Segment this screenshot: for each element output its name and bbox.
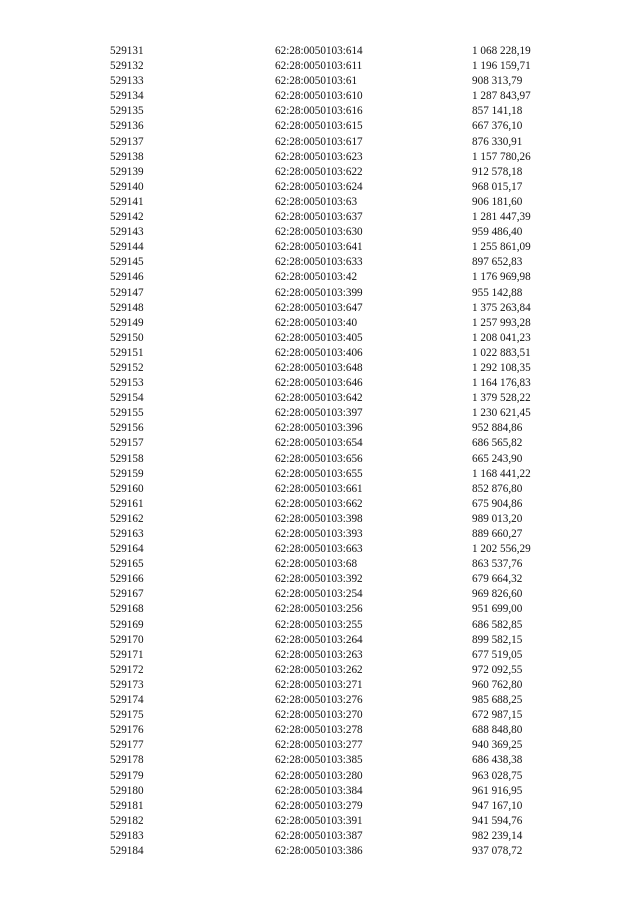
table-row [0, 240, 640, 255]
table-row [0, 195, 640, 210]
cadastral-value: 1 292 108,35 [472, 361, 531, 374]
table-row [0, 482, 640, 497]
table-row [0, 557, 640, 572]
cadastral-number: 62:28:0050103:610 [275, 90, 363, 103]
cadastral-number: 62:28:0050103:642 [275, 392, 363, 405]
cadastral-number: 62:28:0050103:61 [275, 75, 358, 88]
cadastral-number: 62:28:0050103:646 [275, 377, 363, 390]
row-number: 529141 [110, 195, 144, 208]
row-number: 529177 [110, 739, 144, 752]
table-row [0, 693, 640, 708]
cadastral-value: 960 762,80 [472, 678, 523, 691]
row-number: 529136 [110, 120, 144, 133]
row-number: 529146 [110, 271, 144, 284]
table-row [0, 165, 640, 180]
cadastral-number: 62:28:0050103:277 [275, 739, 363, 752]
row-number: 529182 [110, 814, 144, 827]
table-row [0, 784, 640, 799]
cadastral-number: 62:28:0050103:255 [275, 618, 363, 631]
cadastral-number: 62:28:0050103:406 [275, 346, 363, 359]
cadastral-number: 62:28:0050103:654 [275, 437, 363, 450]
row-number: 529161 [110, 497, 144, 510]
table-row [0, 527, 640, 542]
row-number: 529181 [110, 799, 144, 812]
data-table [0, 44, 640, 859]
cadastral-value: 897 652,83 [472, 256, 523, 269]
cadastral-number: 62:28:0050103:655 [275, 467, 363, 480]
cadastral-value: 665 243,90 [472, 452, 523, 465]
table-row [0, 44, 640, 59]
cadastral-number: 62:28:0050103:399 [275, 286, 363, 299]
row-number: 529180 [110, 784, 144, 797]
cadastral-value: 1 164 176,83 [472, 377, 531, 390]
table-row [0, 150, 640, 165]
row-number: 529184 [110, 844, 144, 857]
table-row [0, 406, 640, 421]
cadastral-number: 62:28:0050103:271 [275, 678, 363, 691]
table-row [0, 119, 640, 134]
row-number: 529149 [110, 316, 144, 329]
row-number: 529156 [110, 422, 144, 435]
cadastral-number: 62:28:0050103:393 [275, 528, 363, 540]
cadastral-value: 937 078,72 [472, 844, 523, 857]
cadastral-value: 1 230 621,45 [472, 407, 531, 420]
row-number: 529174 [110, 694, 144, 707]
cadastral-number: 62:28:0050103:656 [275, 452, 363, 465]
cadastral-value: 989 013,20 [472, 512, 523, 525]
table-row [0, 708, 640, 723]
cadastral-value: 906 181,60 [472, 195, 523, 208]
cadastral-number: 62:28:0050103:392 [275, 573, 363, 586]
table-row [0, 648, 640, 663]
cadastral-number: 62:28:0050103:663 [275, 543, 363, 556]
row-number: 529137 [110, 135, 144, 148]
table-row [0, 814, 640, 829]
cadastral-value: 863 537,76 [472, 558, 523, 571]
cadastral-number: 62:28:0050103:263 [275, 648, 363, 661]
row-number: 529168 [110, 603, 144, 616]
cadastral-value: 985 688,25 [472, 694, 523, 707]
cadastral-value: 679 664,32 [472, 573, 523, 586]
cadastral-number: 62:28:0050103:623 [275, 150, 363, 163]
cadastral-number: 62:28:0050103:662 [275, 497, 363, 510]
cadastral-value: 972 092,55 [472, 663, 523, 676]
table-row [0, 436, 640, 451]
cadastral-number: 62:28:0050103:384 [275, 784, 363, 797]
row-number: 529165 [110, 558, 144, 571]
table-row [0, 74, 640, 89]
row-number: 529183 [110, 829, 144, 842]
row-number: 529176 [110, 724, 144, 737]
cadastral-number: 62:28:0050103:387 [275, 829, 363, 842]
cadastral-number: 62:28:0050103:661 [275, 482, 363, 495]
cadastral-value: 952 884,86 [472, 422, 523, 435]
row-number: 529163 [110, 528, 144, 540]
table-row [0, 59, 640, 74]
table-row [0, 376, 640, 391]
table-row [0, 270, 640, 285]
cadastral-number: 62:28:0050103:630 [275, 226, 363, 239]
table-row [0, 391, 640, 406]
cadastral-number: 62:28:0050103:68 [275, 558, 358, 571]
row-number: 529132 [110, 60, 144, 73]
cadastral-number: 62:28:0050103:637 [275, 211, 363, 224]
row-number: 529145 [110, 256, 144, 269]
table-row [0, 542, 640, 557]
row-number: 529143 [110, 226, 144, 239]
table-row [0, 572, 640, 587]
table-row [0, 421, 640, 436]
table-row [0, 331, 640, 346]
cadastral-value: 963 028,75 [472, 769, 523, 782]
cadastral-value: 889 660,27 [472, 528, 523, 540]
row-number: 529160 [110, 482, 144, 495]
cadastral-value: 1 375 263,84 [472, 301, 531, 314]
table-row [0, 663, 640, 678]
cadastral-value: 686 438,38 [472, 754, 523, 767]
cadastral-number: 62:28:0050103:624 [275, 180, 363, 193]
cadastral-number: 62:28:0050103:276 [275, 694, 363, 707]
cadastral-number: 62:28:0050103:262 [275, 663, 363, 676]
cadastral-value: 1 157 780,26 [472, 150, 531, 163]
table-row [0, 678, 640, 693]
row-number: 529155 [110, 407, 144, 420]
cadastral-number: 62:28:0050103:254 [275, 588, 363, 601]
cadastral-value: 982 239,14 [472, 829, 523, 842]
table-row [0, 89, 640, 104]
cadastral-number: 62:28:0050103:396 [275, 422, 363, 435]
table-row [0, 210, 640, 225]
table-row [0, 452, 640, 467]
row-number: 529153 [110, 377, 144, 390]
cadastral-value: 1 168 441,22 [472, 467, 531, 480]
cadastral-number: 62:28:0050103:42 [275, 271, 358, 284]
cadastral-number: 62:28:0050103:614 [275, 45, 363, 57]
table-row [0, 467, 640, 482]
row-number: 529131 [110, 45, 144, 57]
cadastral-value: 1 281 447,39 [472, 211, 531, 224]
row-number: 529178 [110, 754, 144, 767]
row-number: 529133 [110, 75, 144, 88]
cadastral-number: 62:28:0050103:398 [275, 512, 363, 525]
cadastral-number: 62:28:0050103:256 [275, 603, 363, 616]
cadastral-value: 1 255 861,09 [472, 241, 531, 254]
row-number: 529164 [110, 543, 144, 556]
cadastral-value: 876 330,91 [472, 135, 523, 148]
cadastral-number: 62:28:0050103:622 [275, 165, 363, 178]
cadastral-value: 940 369,25 [472, 739, 523, 752]
cadastral-value: 959 486,40 [472, 226, 523, 239]
cadastral-number: 62:28:0050103:391 [275, 814, 363, 827]
cadastral-number: 62:28:0050103:615 [275, 120, 363, 133]
cadastral-value: 1 202 556,29 [472, 543, 531, 556]
row-number: 529147 [110, 286, 144, 299]
table-row [0, 286, 640, 301]
row-number: 529142 [110, 211, 144, 224]
table-row [0, 753, 640, 768]
cadastral-number: 62:28:0050103:270 [275, 709, 363, 722]
table-row [0, 255, 640, 270]
table-row [0, 844, 640, 859]
row-number: 529159 [110, 467, 144, 480]
cadastral-number: 62:28:0050103:264 [275, 633, 363, 646]
table-row [0, 346, 640, 361]
table-row [0, 587, 640, 602]
cadastral-value: 955 142,88 [472, 286, 523, 299]
row-number: 529172 [110, 663, 144, 676]
row-number: 529170 [110, 633, 144, 646]
row-number: 529157 [110, 437, 144, 450]
cadastral-value: 969 826,60 [472, 588, 523, 601]
row-number: 529173 [110, 678, 144, 691]
cadastral-value: 688 848,80 [472, 724, 523, 737]
row-number: 529138 [110, 150, 144, 163]
row-number: 529150 [110, 331, 144, 344]
cadastral-number: 62:28:0050103:647 [275, 301, 363, 314]
row-number: 529179 [110, 769, 144, 782]
row-number: 529158 [110, 452, 144, 465]
row-number: 529140 [110, 180, 144, 193]
cadastral-number: 62:28:0050103:633 [275, 256, 363, 269]
row-number: 529175 [110, 709, 144, 722]
table-row [0, 799, 640, 814]
row-number: 529139 [110, 165, 144, 178]
table-row [0, 104, 640, 119]
row-number: 529162 [110, 512, 144, 525]
row-number: 529154 [110, 392, 144, 405]
row-number: 529169 [110, 618, 144, 631]
row-number: 529167 [110, 588, 144, 601]
cadastral-value: 675 904,86 [472, 497, 523, 510]
row-number: 529152 [110, 361, 144, 374]
table-row [0, 602, 640, 617]
table-row [0, 180, 640, 195]
cadastral-number: 62:28:0050103:641 [275, 241, 363, 254]
cadastral-number: 62:28:0050103:611 [275, 60, 363, 73]
cadastral-number: 62:28:0050103:616 [275, 105, 363, 118]
row-number: 529134 [110, 90, 144, 103]
cadastral-value: 1 196 159,71 [472, 60, 531, 73]
cadastral-number: 62:28:0050103:63 [275, 195, 358, 208]
cadastral-value: 686 582,85 [472, 618, 523, 631]
cadastral-value: 1 068 228,19 [472, 45, 531, 57]
cadastral-number: 62:28:0050103:386 [275, 844, 363, 857]
table-row [0, 738, 640, 753]
table-row [0, 225, 640, 240]
cadastral-value: 1 287 843,97 [472, 90, 531, 103]
table-row [0, 723, 640, 738]
row-number: 529171 [110, 648, 144, 661]
table-row [0, 135, 640, 150]
cadastral-value: 947 167,10 [472, 799, 523, 812]
cadastral-value: 1 379 528,22 [472, 392, 531, 405]
table-row [0, 618, 640, 633]
cadastral-number: 62:28:0050103:617 [275, 135, 363, 148]
cadastral-value: 1 022 883,51 [472, 346, 531, 359]
table-row [0, 301, 640, 316]
table-row [0, 497, 640, 512]
cadastral-number: 62:28:0050103:40 [275, 316, 358, 329]
cadastral-value: 908 313,79 [472, 75, 523, 88]
row-number: 529166 [110, 573, 144, 586]
cadastral-number: 62:28:0050103:279 [275, 799, 363, 812]
table-row [0, 829, 640, 844]
cadastral-value: 677 519,05 [472, 648, 523, 661]
table-row [0, 316, 640, 331]
cadastral-number: 62:28:0050103:280 [275, 769, 363, 782]
cadastral-value: 1 208 041,23 [472, 331, 531, 344]
cadastral-value: 667 376,10 [472, 120, 523, 133]
cadastral-value: 912 578,18 [472, 165, 523, 178]
cadastral-value: 1 257 993,28 [472, 316, 531, 329]
row-number: 529135 [110, 105, 144, 118]
cadastral-number: 62:28:0050103:385 [275, 754, 363, 767]
cadastral-value: 968 015,17 [472, 180, 523, 193]
table-row [0, 512, 640, 527]
cadastral-value: 961 916,95 [472, 784, 523, 797]
cadastral-number: 62:28:0050103:648 [275, 361, 363, 374]
cadastral-value: 857 141,18 [472, 105, 523, 118]
row-number: 529151 [110, 346, 144, 359]
cadastral-value: 852 876,80 [472, 482, 523, 495]
cadastral-number: 62:28:0050103:397 [275, 407, 363, 420]
table-row [0, 361, 640, 376]
cadastral-value: 686 565,82 [472, 437, 523, 450]
cadastral-number: 62:28:0050103:405 [275, 331, 363, 344]
cadastral-value: 899 582,15 [472, 633, 523, 646]
cadastral-value: 941 594,76 [472, 814, 523, 827]
row-number: 529148 [110, 301, 144, 314]
cadastral-value: 1 176 969,98 [472, 271, 531, 284]
cadastral-value: 951 699,00 [472, 603, 523, 616]
table-row [0, 769, 640, 784]
table-row [0, 633, 640, 648]
cadastral-number: 62:28:0050103:278 [275, 724, 363, 737]
row-number: 529144 [110, 241, 144, 254]
cadastral-value: 672 987,15 [472, 709, 523, 722]
